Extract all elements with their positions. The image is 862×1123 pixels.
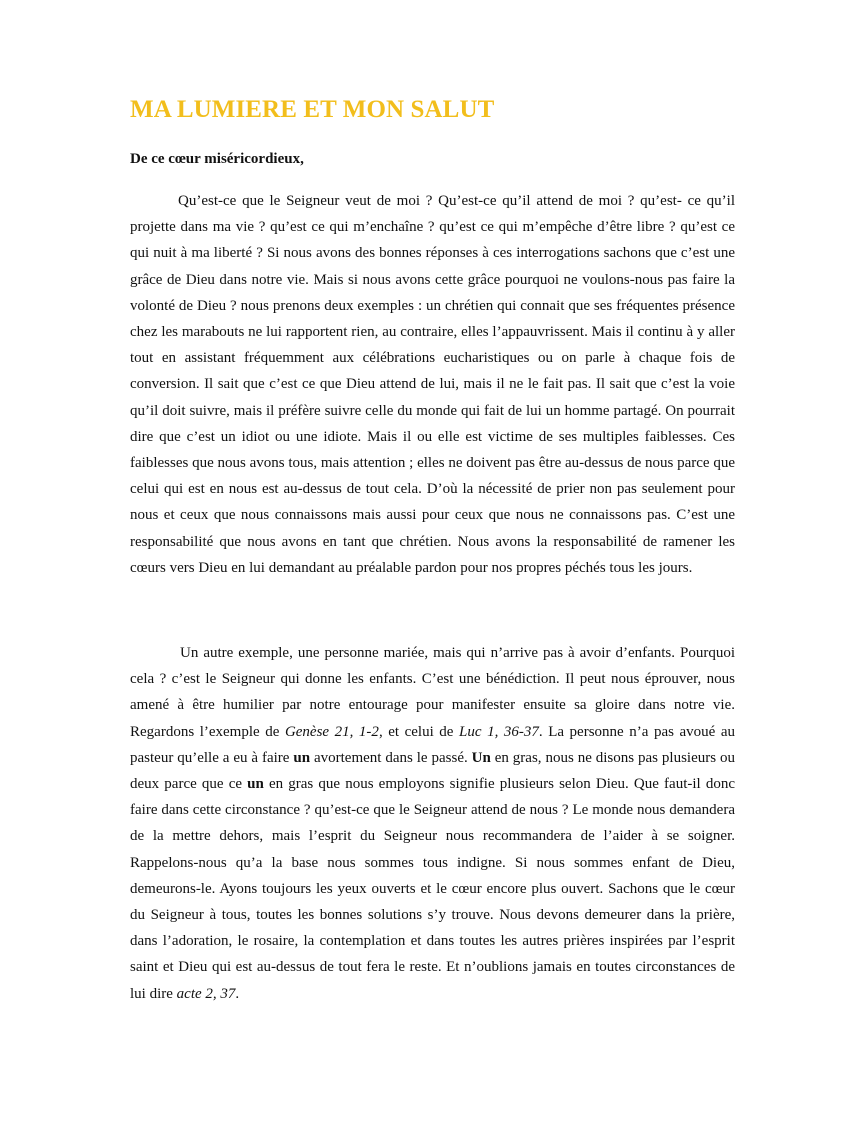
bold-un-2: Un bbox=[471, 749, 491, 766]
document-title: MA LUMIERE ET MON SALUT bbox=[130, 96, 495, 123]
paragraph-2-text-e: en gras, nous ne disons pas plusieurs ou deux parce que ce bbox=[130, 749, 735, 793]
paragraph-2-text-c: . La personne n’a pas avoué au pasteur qu’elle a eu à faire bbox=[130, 723, 736, 766]
paragraph-1 bbox=[130, 188, 735, 581]
reference-luc: Luc 1, 36-37 bbox=[459, 723, 539, 740]
bold-un-1: un bbox=[293, 749, 311, 766]
reference-genese: Genèse 21, 1-2 bbox=[284, 723, 379, 740]
reference-acte: acte 2, 37 bbox=[176, 985, 236, 1002]
paragraph-2 bbox=[130, 640, 735, 1007]
paragraph-2-text-f: en gras que nous employons signifie plusieurs selon Dieu. Que faut-il donc faire dans cette circonstance ? qu’est-ce que le Seigneur attend de nous ? Le monde nous demandera de la mettre dehors, mais l’esprit du Seigneur nous recommandera de l’aider à se soigner. Rappelons-nous qu’a la base nous sommes tous indigne. Si nous sommes enfant de Dieu, demeurons-le. Ayons toujours les yeux ouverts et le cœur encore plus ouvert. Sachons que le cœur du Seigneur à tous, toutes les bonnes solutions s’y trouve. Nous devons demeurer dans la prière, dans l’adoration, le rosaire, la contemplation et dans toutes les autres prières inspirées par l’esprit saint et Dieu qui est au-dessus de tout fera le reste. Et n’oublions jamais en toutes circonstances de lui dire bbox=[130, 776, 735, 1002]
paragraph-2-text-d: avortement dans le passé. bbox=[310, 749, 472, 766]
paragraph-2-text-b: , et celui de bbox=[378, 723, 460, 740]
paragraph-2-text-a: Un autre exemple, une personne mariée, mais qui n’arrive pas à avoir d’enfants. Pourquoi cela ? c’est le Seigneur qui donne les enfants. C’est une bénédiction. Il peut nous éprouver, nous amené à être humilier par notre entourage pour manifester ensuite sa gloire dans notre vie. Regardons l’exemple de bbox=[130, 645, 735, 740]
paragraph-1-text: Qu’est-ce que le Seigneur veut de moi ? Qu’est-ce qu’il attend de moi ? qu’est- ce qu’il projette dans ma vie ? qu’est ce qui m’enchaîne ? qu’est ce qui m’empêche d’être libre ? qu’est ce qui nuit à ma liberté ? Si nous avons des bonnes réponses à ces interrogations sachons que c’est une grâce de Dieu dans notre vie. Mais si nous avons cette grâce pourquoi ne voulons-nous pas faire la volonté de Dieu ? nous prenons deux exemples : un chrétien qui connait que ses fréquentes présence chez les marabouts ne lui rapportent rien, au contraire, elles l’appauvrissent. Mais il continu à y aller tout en assistant fréquemment aux célébrations eucharistiques ou on parle à chaque fois de conversion. Il sait que c’est ce que Dieu attend de lui, mais il ne le fait pas. Il sait que c’est la voie qu’il doit suivre, mais il préfère suivre celle du monde qui fait de lui un homme partagé. On pourrait dire que c’est un idiot ou une idiote. Mais il ou elle est victime de ses multiples faiblesses. Ces faiblesses que nous avons tous, mais attention ; elles ne doivent pas être au-dessus de nous parce que celui qui est en nous est au-dessus de tout cela. D’où la nécessité de prier non pas seulement pour nous et ceux que nous connaissons mais aussi pour ceux que nous ne connaissons pas. C’est une responsabilité que nous avons en tant que chrétien. Nous avons la responsabilité de ramener les cœurs vers Dieu en lui demandant au préalable pardon pour nos propres péchés tous les jours. bbox=[130, 193, 735, 576]
paragraph-2-text-g: . bbox=[235, 985, 240, 1002]
bold-un-3: un bbox=[247, 776, 264, 793]
document-subtitle: De ce cœur miséricordieux, bbox=[130, 151, 304, 167]
